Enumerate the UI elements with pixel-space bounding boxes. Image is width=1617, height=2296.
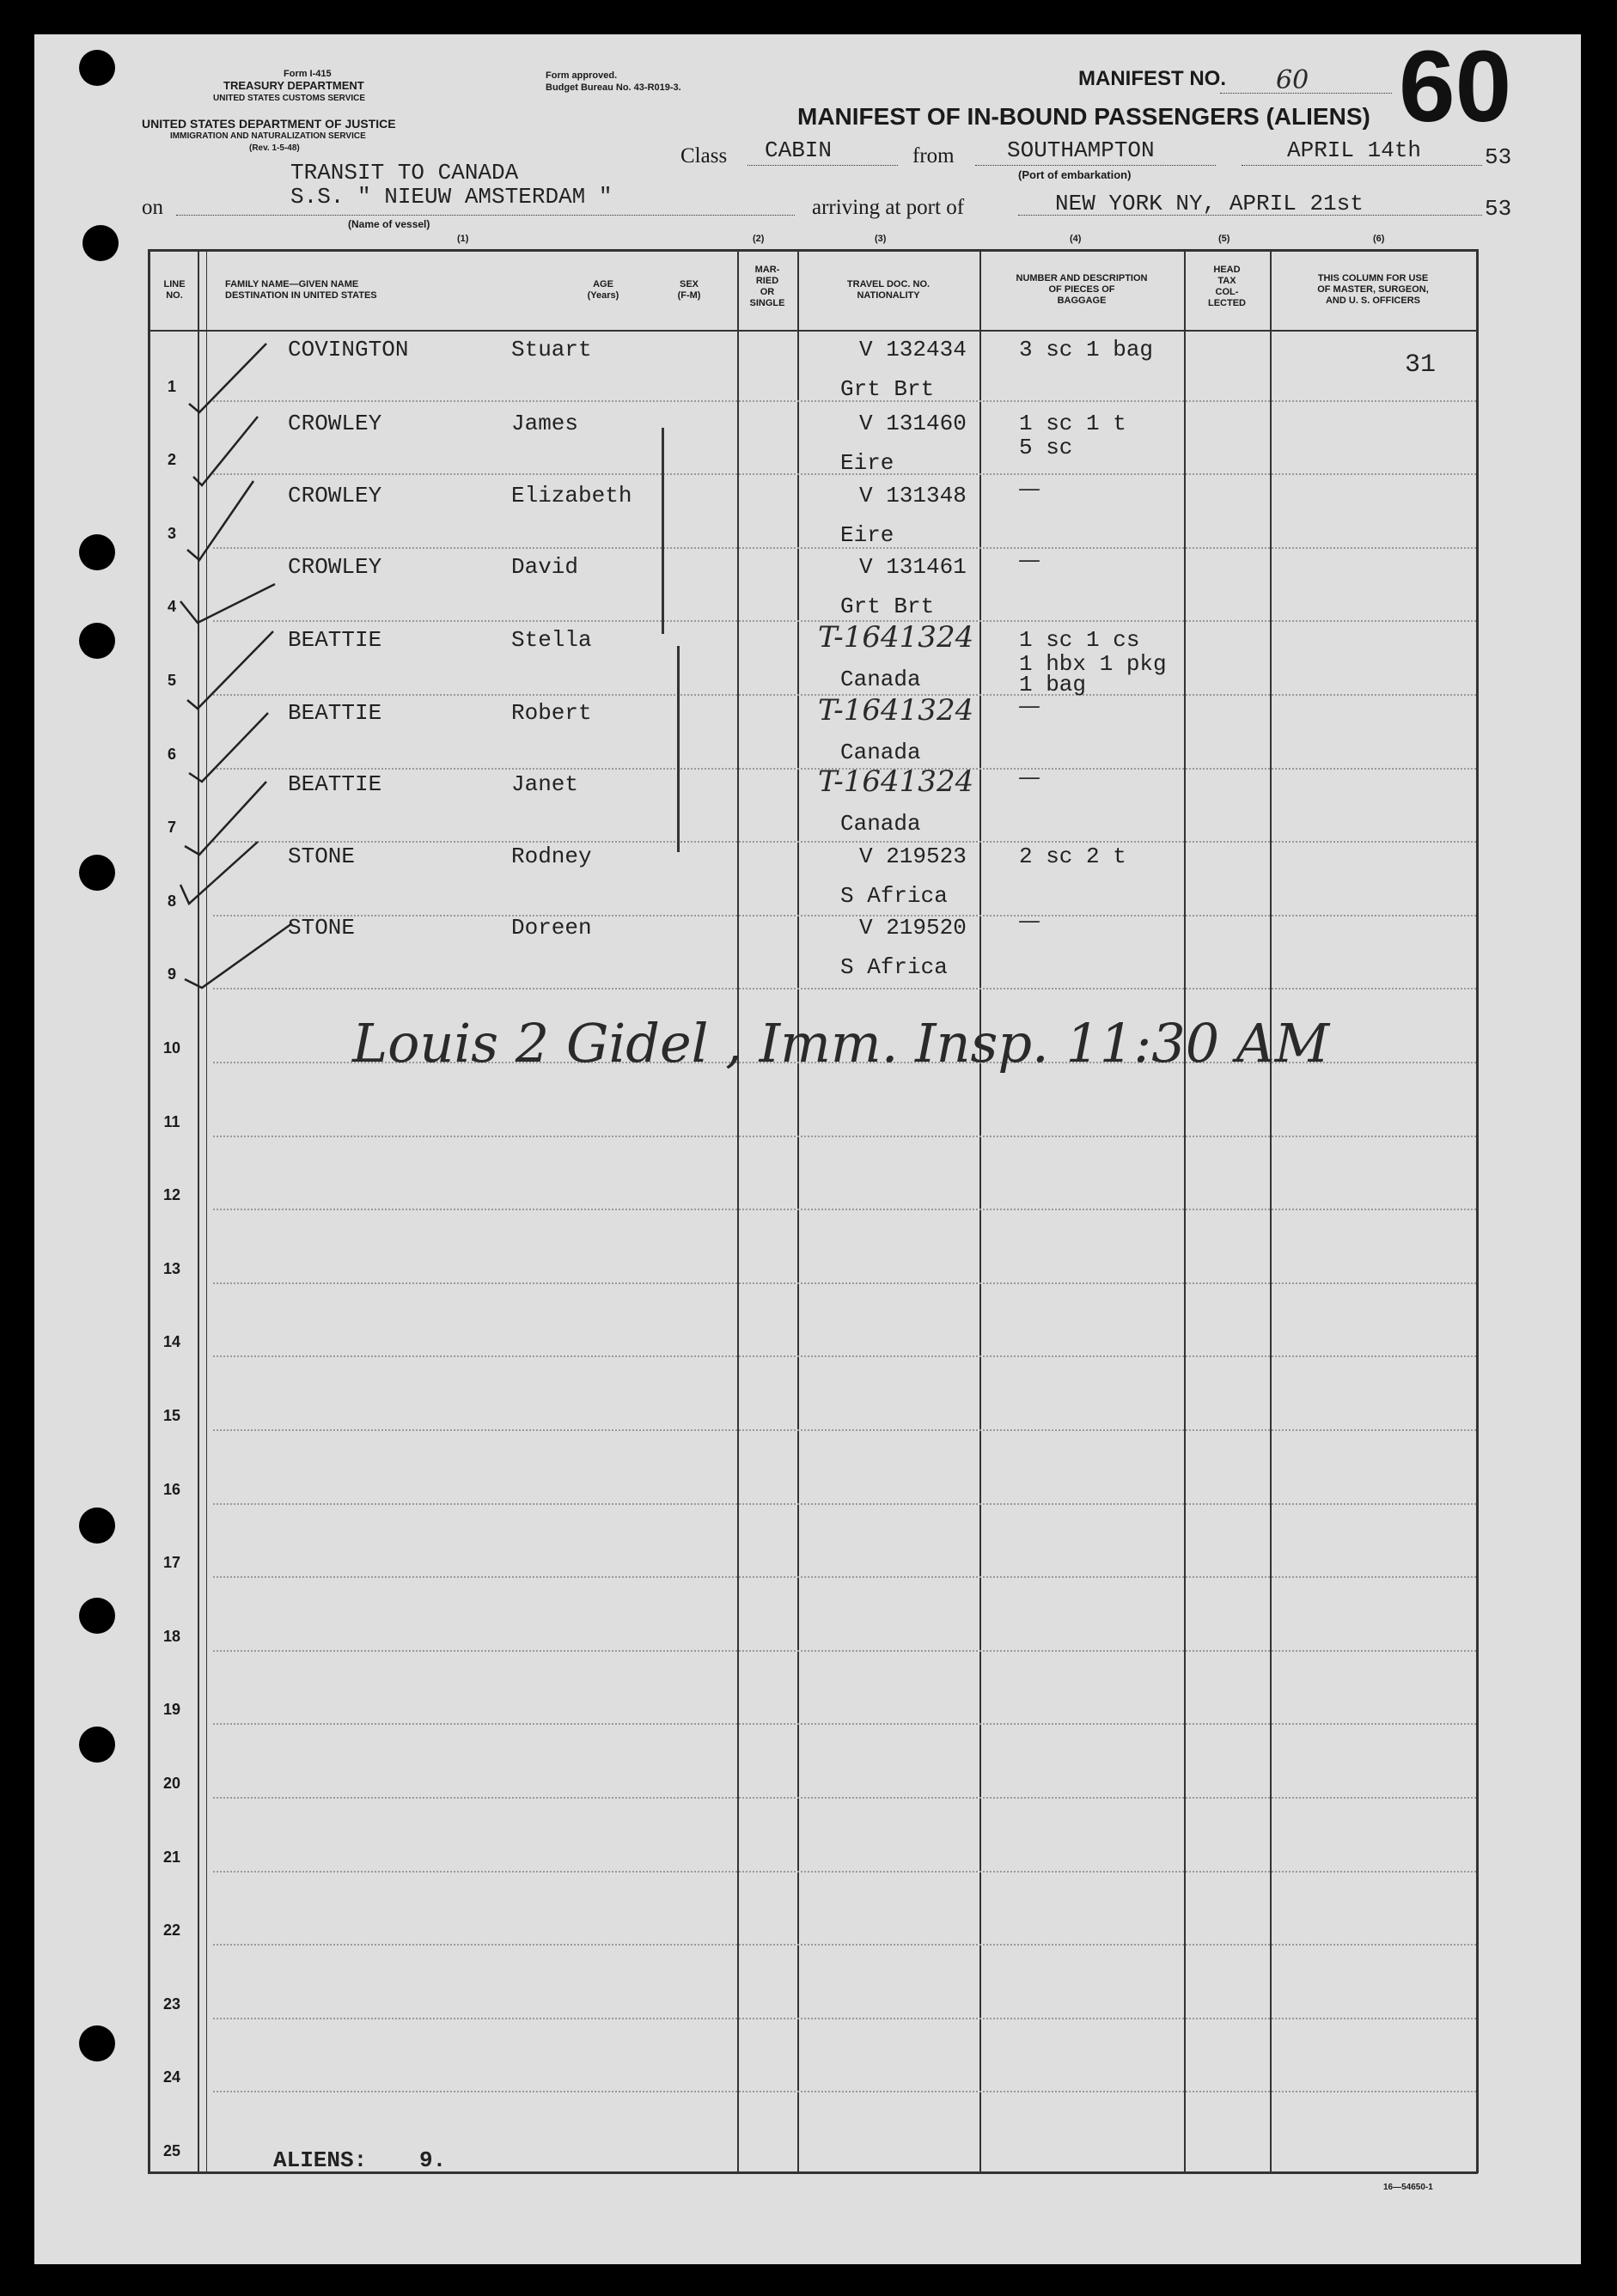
row-number: 11 (163, 1112, 180, 1130)
row-line (213, 915, 1476, 917)
arriving-label: arriving at port of (812, 196, 965, 219)
passenger-given-name: Janet (511, 771, 579, 797)
binder-hole (82, 225, 119, 261)
passenger-surname: BEATTIE (288, 700, 382, 726)
row-number: 16 (162, 1480, 181, 1498)
travel-doc-number: T-1641324 (818, 620, 974, 655)
passenger-surname: BEATTIE (288, 627, 382, 653)
col-header-head-tax: HEAD TAX COL- LECTED (1208, 265, 1246, 308)
row-number: 20 (162, 1775, 181, 1792)
nationality: Canada (840, 811, 921, 837)
passenger-surname: STONE (288, 915, 356, 941)
customs-service: UNITED STATES CUSTOMS SERVICE (213, 94, 366, 103)
row-number: 13 (162, 1259, 181, 1277)
passenger-given-name: Doreen (511, 915, 592, 941)
row-line (213, 2091, 1476, 2092)
row-number: 1 (167, 377, 176, 395)
nationality: Eire (840, 450, 894, 476)
passenger-given-name: Rodney (511, 843, 592, 869)
binder-hole (79, 50, 115, 86)
print-code: 16—54650-1 (1383, 2183, 1433, 2192)
col-number-6: (6) (1373, 234, 1385, 244)
aliens-count: 9. (419, 2147, 447, 2173)
port-embarkation-caption: (Port of embarkation) (1018, 168, 1132, 181)
col-header-line: LINE NO. (163, 279, 186, 301)
col-header-age: AGE (Years) (587, 279, 619, 301)
on-label: on (142, 196, 163, 219)
travel-doc-number: T-1641324 (818, 764, 974, 799)
passenger-surname: CROWLEY (288, 554, 382, 580)
passenger-surname: CROWLEY (288, 411, 382, 436)
baggage-ditto: — (1018, 764, 1040, 790)
nationality: Eire (840, 522, 894, 548)
inspector-signature: Louis 2 Gidel , Imm. Insp. 11:30 AM (352, 1012, 1330, 1075)
row-number: 25 (162, 2142, 181, 2159)
passenger-surname: BEATTIE (288, 771, 382, 797)
row-number: 2 (167, 451, 176, 469)
col-header-married: MAR- RIED OR SINGLE (749, 265, 785, 308)
row-number: 14 (162, 1333, 181, 1351)
check-marks (163, 326, 301, 1014)
from-label: from (912, 144, 955, 167)
vessel-name: S.S. " NIEUW AMSTERDAM " (290, 184, 613, 210)
travel-doc-number: V 219523 (859, 843, 967, 869)
baggage-ditto: — (1018, 476, 1040, 502)
form-approved: Form approved. (546, 70, 618, 81)
vessel-caption: (Name of vessel) (348, 218, 430, 230)
budget-bureau: Budget Bureau No. 43-R019-3. (546, 82, 681, 93)
travel-doc-number: T-1641324 (818, 693, 974, 728)
baggage-description: 5 sc (1019, 435, 1073, 460)
aliens-label: ALIENS: (273, 2147, 368, 2173)
row-number: 6 (167, 745, 176, 763)
row-line (213, 988, 1476, 990)
row-line (213, 1429, 1476, 1431)
nationality: Grt Brt (840, 594, 935, 619)
row-number: 15 (162, 1407, 181, 1424)
nationality: S Africa (840, 883, 948, 909)
table-top-border (148, 249, 1478, 252)
row-line (213, 841, 1476, 843)
passenger-given-name: James (511, 411, 579, 436)
nationality: Canada (840, 740, 921, 765)
col-header-travel-doc: TRAVEL DOC. NO. NATIONALITY (846, 279, 931, 301)
col-header-sex: SEX (F-M) (677, 279, 701, 301)
from-value: SOUTHAMPTON (1007, 137, 1155, 163)
binder-hole (79, 1598, 115, 1634)
row-number: 8 (167, 892, 176, 910)
form-number: Form I-415 (284, 69, 332, 79)
binder-hole (79, 855, 115, 891)
baggage-ditto: — (1018, 908, 1040, 934)
col-number-1: (1) (457, 234, 469, 244)
row-line (213, 1136, 1476, 1137)
manifest-no-typed: 60 (1276, 65, 1309, 95)
table-left-border (148, 249, 150, 2173)
baggage-description: 1 sc 1 cs (1019, 627, 1140, 653)
row-number: 3 (167, 524, 176, 542)
row-line (213, 1209, 1476, 1210)
row-line (213, 1723, 1476, 1725)
nationality: S Africa (840, 954, 948, 980)
row-line (213, 1944, 1476, 1946)
row-number: 21 (162, 1848, 181, 1866)
arrival-port: NEW YORK NY, APRIL 21st (1055, 191, 1364, 216)
binder-hole (79, 2025, 115, 2062)
row-number: 9 (167, 965, 176, 984)
baggage-description: 2 sc 2 t (1019, 843, 1126, 869)
passenger-given-name: Stella (511, 627, 592, 653)
manifest-title: MANIFEST OF IN-BOUND PASSENGERS (ALIENS) (797, 103, 1370, 130)
col-number-5: (5) (1218, 234, 1230, 244)
baggage-description: 1 hbx 1 pkg (1019, 651, 1167, 677)
officer-note: 31 (1405, 350, 1437, 380)
travel-doc-number: V 131461 (859, 554, 967, 580)
baggage-ditto: — (1018, 693, 1040, 719)
binder-hole (79, 1727, 115, 1763)
row-line (213, 1282, 1476, 1284)
row-number: 18 (162, 1627, 181, 1645)
col-header-name: FAMILY NAME—GIVEN NAME DESTINATION IN UNITED STATES (225, 279, 377, 301)
transit-note: TRANSIT TO CANADA (290, 160, 519, 186)
depart-year: 53 (1485, 144, 1512, 170)
manifest-no-stamp: 60 (1399, 30, 1512, 143)
row-number: 19 (162, 1701, 181, 1719)
form-revision: (Rev. 1-5-48) (249, 143, 300, 153)
row-line (213, 1576, 1476, 1578)
justice-dept: UNITED STATES DEPARTMENT OF JUSTICE (142, 117, 396, 131)
row-line (213, 1355, 1476, 1357)
row-line (213, 1871, 1476, 1873)
col-number-4: (4) (1070, 234, 1082, 244)
row-number: 22 (162, 1921, 181, 1940)
row-number: 12 (162, 1186, 181, 1204)
passenger-surname: CROWLEY (288, 483, 382, 509)
travel-doc-number: V 131348 (859, 483, 967, 509)
passenger-given-name: Elizabeth (511, 483, 632, 509)
binder-hole (79, 1507, 115, 1544)
family-bracket (677, 646, 680, 852)
travel-doc-number: V 219520 (859, 915, 967, 941)
passenger-given-name: David (511, 554, 579, 580)
row-line (213, 1797, 1476, 1799)
col-header-baggage: NUMBER AND DESCRIPTION OF PIECES OF BAGGAGE (1016, 273, 1148, 306)
baggage-description: 1 bag (1019, 672, 1087, 697)
manifest-no-label: MANIFEST NO. (1078, 67, 1226, 90)
table-header-border (148, 330, 1478, 332)
class-value: CABIN (765, 137, 833, 163)
col-header-officers: THIS COLUMN FOR USE OF MASTER, SURGEON, AND U. S. OFFICERS (1317, 273, 1429, 306)
family-bracket (662, 428, 664, 634)
passenger-given-name: Stuart (511, 337, 592, 362)
arrival-year: 53 (1485, 196, 1512, 222)
ins-service: IMMIGRATION AND NATURALIZATION SERVICE (170, 131, 366, 141)
row-number: 5 (167, 672, 176, 689)
baggage-description: 1 sc 1 t (1019, 411, 1126, 436)
treasury-dept: TREASURY DEPARTMENT (223, 79, 364, 92)
passenger-surname: COVINGTON (288, 337, 409, 362)
row-number: 24 (162, 2068, 181, 2086)
passenger-surname: STONE (288, 843, 356, 869)
col-number-3: (3) (875, 234, 887, 244)
class-label: Class (680, 144, 728, 167)
binder-hole (79, 623, 115, 659)
table-right-border (1476, 249, 1479, 2173)
nationality: Grt Brt (840, 376, 935, 402)
row-line (213, 2018, 1476, 2019)
row-line (213, 1503, 1476, 1505)
row-line (213, 1650, 1476, 1652)
row-number: 17 (162, 1554, 181, 1572)
baggage-description: 3 sc 1 bag (1019, 337, 1154, 362)
passenger-given-name: Robert (511, 700, 592, 726)
binder-hole (79, 534, 115, 570)
depart-date: APRIL 14th (1287, 137, 1422, 163)
nationality: Canada (840, 667, 921, 692)
travel-doc-number: V 131460 (859, 411, 967, 436)
col-number-2: (2) (753, 234, 765, 244)
travel-doc-number: V 132434 (859, 337, 967, 362)
row-number: 23 (162, 1995, 181, 2013)
row-number: 10 (162, 1039, 181, 1057)
baggage-ditto: — (1018, 547, 1040, 573)
row-number: 7 (167, 819, 176, 837)
row-number: 4 (167, 598, 176, 616)
